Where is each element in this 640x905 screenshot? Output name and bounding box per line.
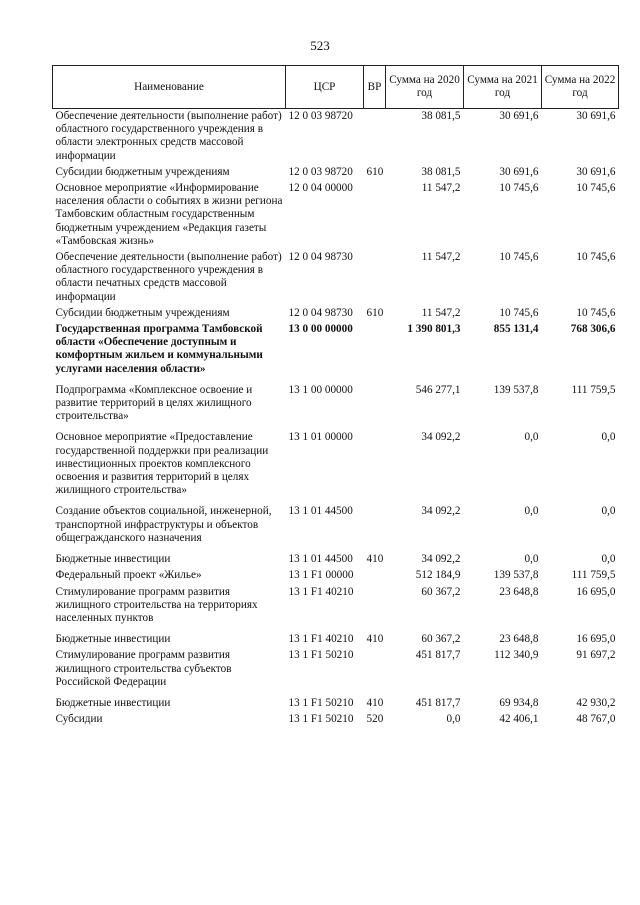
- table-row: [53, 691, 619, 712]
- row-sum-2021: 0,0: [524, 431, 539, 444]
- row-csr: 12 0 03 98720: [288, 110, 353, 122]
- row-sum-2021: 10 745,6: [499, 182, 539, 195]
- table-row-program: [53, 322, 619, 378]
- row-sum-2022: 10 745,6: [576, 251, 616, 264]
- row-csr: 13 1 F1 40210: [288, 633, 354, 646]
- row-csr: 12 0 04 98730: [288, 251, 353, 264]
- table-row: [53, 109, 619, 165]
- row-csr: 13 1 F1 50210: [288, 649, 354, 662]
- row-csr: 13 0 00 00000: [288, 323, 353, 336]
- table-row: [53, 378, 619, 426]
- row-name: Субсидии бюджетным учреждениям: [55, 165, 230, 178]
- row-sum-2022: 0,0: [601, 505, 616, 518]
- row-sum-2021: 23 648,8: [499, 633, 539, 646]
- header-vr: ВР: [364, 66, 386, 109]
- row-sum-2021: 139 537,8: [493, 569, 539, 582]
- page-number: 523: [310, 38, 330, 53]
- row-sum-2022: 111 759,5: [571, 383, 616, 396]
- table-row: [53, 648, 619, 691]
- header-2021: Сумма на 2021 год: [464, 66, 542, 109]
- row-vr: [364, 250, 386, 306]
- row-sum-2020: 11 547,2: [421, 251, 461, 264]
- row-csr: 13 1 01 44500: [288, 553, 353, 566]
- row-vr: 410: [366, 633, 384, 646]
- row-sum-2020: 11 547,2: [421, 306, 461, 319]
- row-sum-2022: 0,0: [601, 553, 616, 566]
- table-row: [53, 250, 619, 306]
- row-sum-2021: 855 131,4: [493, 323, 539, 336]
- row-sum-2022: 30 691,6: [576, 165, 616, 178]
- row-vr: [364, 378, 386, 426]
- row-sum-2020: 34 092,2: [421, 553, 461, 566]
- row-vr: [364, 499, 386, 547]
- row-vr: [364, 181, 386, 250]
- row-sum-2021: 30 691,6: [499, 110, 539, 122]
- table-row: [53, 712, 619, 728]
- row-sum-2021: 42 406,1: [499, 713, 539, 726]
- row-sum-2020: 34 092,2: [421, 505, 461, 518]
- row-name: Стимулирование программ развития жилищного строительства на территориях населенных пунктов: [55, 585, 258, 624]
- row-name: Государственная программа Тамбовской области «Обеспечение доступным и комфортным жильем и коммунальными услугами населения области»: [55, 323, 263, 375]
- row-name: Подпрограмма «Комплексное освоение и развитие территорий в целях жилищного строительства»: [55, 383, 253, 423]
- table-row: [53, 585, 619, 628]
- row-sum-2022: 16 695,0: [576, 585, 616, 598]
- row-csr: 13 1 F1 40210: [288, 585, 354, 598]
- budget-table: [52, 65, 619, 728]
- row-sum-2020: 60 367,2: [421, 585, 461, 598]
- header-2022: Сумма на 2022 год: [542, 66, 619, 109]
- row-csr: 13 1 F1 50210: [288, 713, 354, 726]
- table-row: [53, 547, 619, 568]
- row-name: Создание объектов социальной, инженерной, транспортной инфраструктуры и объектов общегражданского назначения: [55, 505, 272, 544]
- row-name: Обеспечение деятельности (выполнение работ) областного государственного учреждения в области печатных средств массовой информации: [55, 251, 282, 303]
- row-sum-2022: 111 759,5: [571, 569, 616, 582]
- row-sum-2021: 0,0: [524, 553, 539, 566]
- row-sum-2020: 34 092,2: [421, 431, 461, 444]
- row-sum-2021: 139 537,8: [493, 383, 539, 396]
- row-sum-2020: 451 817,7: [415, 696, 461, 709]
- row-sum-2021: 69 934,8: [499, 696, 539, 709]
- row-sum-2022: 10 745,6: [576, 306, 616, 319]
- row-name: Бюджетные инвестиции: [55, 633, 171, 646]
- row-sum-2020: 0,0: [446, 713, 461, 726]
- table-row: [53, 568, 619, 584]
- row-csr: 13 1 00 00000: [288, 383, 353, 396]
- row-sum-2022: 30 691,6: [576, 110, 616, 122]
- row-csr: 13 1 01 00000: [288, 431, 353, 444]
- row-sum-2021: 23 648,8: [499, 585, 539, 598]
- row-sum-2022: 16 695,0: [576, 633, 616, 646]
- row-sum-2020: 1 390 801,3: [407, 323, 461, 336]
- row-sum-2020: 451 817,7: [415, 649, 461, 662]
- row-csr: 12 0 04 00000: [288, 182, 353, 195]
- row-vr: [364, 322, 386, 378]
- row-sum-2022: 768 306,6: [570, 323, 616, 336]
- row-sum-2022: 10 745,6: [576, 182, 616, 195]
- row-name: Бюджетные инвестиции: [55, 553, 171, 566]
- row-csr: 12 0 04 98730: [288, 306, 353, 319]
- header-csr: ЦСР: [286, 66, 364, 109]
- row-vr: [364, 568, 386, 584]
- table-header-row: [53, 66, 619, 109]
- row-sum-2021: 30 691,6: [499, 165, 539, 178]
- row-sum-2020: 38 081,5: [421, 110, 461, 122]
- table-row: [53, 165, 619, 181]
- row-name: Основное мероприятие «Предоставление государственной поддержки при реализации инвестиционных проектов комплексного освоения и развития территорий в целях жилищного строительства»: [55, 431, 269, 497]
- row-sum-2022: 0,0: [601, 431, 616, 444]
- row-name: Федеральный проект «Жилье»: [55, 569, 202, 582]
- row-vr: [364, 425, 386, 499]
- row-name: Обеспечение деятельности (выполнение работ) областного государственного учреждения в области электронных средств массовой информации: [55, 110, 282, 162]
- row-sum-2020: 60 367,2: [421, 633, 461, 646]
- row-csr: 13 1 01 44500: [288, 505, 353, 518]
- row-sum-2021: 112 340,9: [494, 649, 539, 662]
- row-sum-2021: 10 745,6: [499, 251, 539, 264]
- row-vr: 410: [366, 553, 384, 566]
- row-csr: 12 0 03 98720: [288, 165, 353, 178]
- row-sum-2021: 0,0: [524, 505, 539, 518]
- row-vr: 410: [366, 696, 384, 709]
- row-sum-2020: 546 277,1: [415, 383, 461, 396]
- row-csr: 13 1 F1 50210: [288, 696, 354, 709]
- table-row: [53, 425, 619, 499]
- row-vr: [364, 648, 386, 691]
- row-csr: 13 1 F1 00000: [288, 569, 354, 582]
- row-sum-2022: 42 930,2: [576, 696, 616, 709]
- row-sum-2022: 48 767,0: [576, 713, 616, 726]
- row-name: Стимулирование программ развития жилищного строительства субъектов Российской Федерации: [55, 649, 232, 688]
- row-vr: [364, 585, 386, 628]
- table-row: [53, 499, 619, 547]
- row-vr: [364, 109, 386, 165]
- row-sum-2020: 512 184,9: [415, 569, 461, 582]
- header-2020: Сумма на 2020 год: [386, 66, 464, 109]
- row-vr: 610: [366, 165, 384, 178]
- row-sum-2020: 38 081,5: [421, 165, 461, 178]
- row-name: Субсидии: [55, 713, 103, 726]
- row-sum-2022: 91 697,2: [576, 649, 616, 662]
- table-body: [53, 109, 619, 729]
- table-row: [53, 627, 619, 648]
- row-name: Основное мероприятие «Информирование населения области о событиях в жизни региона Тамбовским областным государственным бюджетным учреждением «Редакция газеты «Тамбовская жизнь»: [55, 182, 283, 247]
- row-vr: 520: [366, 713, 384, 726]
- row-name: Бюджетные инвестиции: [55, 696, 171, 709]
- table-row: [53, 181, 619, 250]
- header-name: Наименование: [53, 66, 286, 109]
- row-sum-2021: 10 745,6: [499, 306, 539, 319]
- row-vr: 610: [366, 306, 384, 319]
- row-name: Субсидии бюджетным учреждениям: [55, 306, 230, 319]
- table-row: [53, 306, 619, 322]
- row-sum-2020: 11 547,2: [421, 182, 461, 195]
